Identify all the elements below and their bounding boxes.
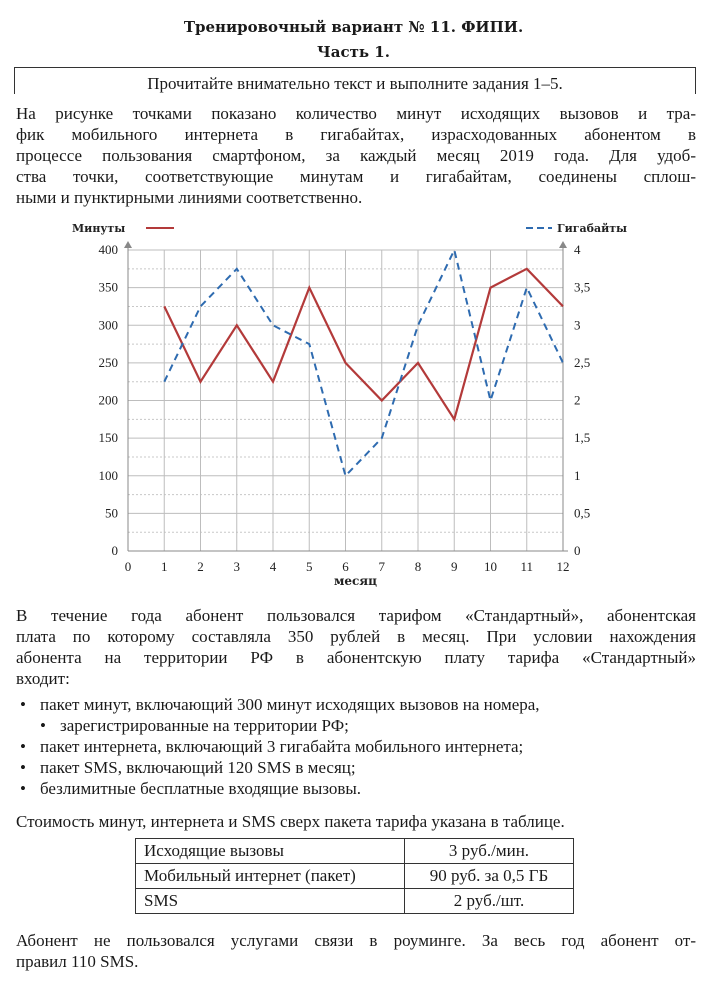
- tariff-line: абонента на территории РФ в абонентскую плату тарифа «Стандартный»: [16, 648, 696, 667]
- x-tick-label: 11: [520, 559, 534, 574]
- bullet-item-continuation: • зарегистрированные на территории РФ;: [60, 715, 349, 736]
- y-left-tick-label: 100: [98, 467, 118, 483]
- x-tick-label: 7: [378, 559, 385, 574]
- legend-label-gigabytes: Гигабайты: [557, 222, 628, 235]
- y-right-tick-label: 2,5: [574, 354, 591, 370]
- bullet-item: • безлимитные бесплатные входящие вызовы.: [40, 778, 361, 799]
- tariff-line: входит:: [16, 669, 70, 688]
- y-left-tick-label: 0: [111, 543, 118, 558]
- service-cell: SMS: [136, 889, 405, 914]
- price-cell: 2 руб./шт.: [405, 889, 574, 914]
- intro-line: ства точки, соответствующие минутам и гигабайтам, соединены сплош-: [16, 167, 696, 186]
- y-right-tick-label: 2: [574, 392, 581, 408]
- y-left-tick-label: 250: [98, 354, 118, 370]
- bullet-item: • пакет SMS, включающий 120 SMS в месяц;: [40, 757, 356, 778]
- bullet-item: • пакет интернета, включающий 3 гигабайта мобильного интернета;: [40, 736, 523, 757]
- tariff-line: плата по которому составляла 350 рублей в месяц. При условии нахождения: [16, 627, 696, 646]
- y-right-tick-label: 1,5: [574, 430, 591, 446]
- service-cell: Мобильный интернет (пакет): [136, 864, 405, 889]
- y-left-tick-label: 50: [105, 505, 118, 521]
- minutes-series-line: [164, 269, 563, 420]
- x-tick-label: 9: [451, 559, 458, 574]
- intro-line: процессе пользования смартфоном, за каждый месяц 2019 года. Для удоб-: [16, 146, 696, 165]
- y-right-tick-label: 4: [574, 242, 581, 257]
- intro-line: На рисунке точками показано количество минут исходящих вызовов и тра-: [16, 104, 696, 123]
- y-left-tick-label: 150: [98, 430, 118, 446]
- table-intro: Стоимость минут, интернета и SMS сверх пакета тарифа указана в таблице.: [16, 812, 565, 831]
- instruction-box: [14, 67, 696, 94]
- price-cell: 3 руб./мин.: [405, 839, 574, 864]
- service-cell: Исходящие вызовы: [136, 839, 405, 864]
- y-left-tick-label: 350: [98, 279, 118, 295]
- y-left-tick-label: 400: [98, 242, 118, 257]
- x-tick-label: 4: [269, 559, 277, 574]
- outro-line: правил 110 SMS.: [16, 952, 139, 971]
- price-cell: 90 руб. за 0,5 ГБ: [405, 864, 574, 889]
- x-tick-label: 12: [556, 559, 570, 574]
- y-right-tick-label: 0,5: [574, 505, 591, 521]
- table-row: [136, 839, 574, 864]
- outro-line: Абонент не пользовался услугами связи в роуминге. За весь год абонент от-: [16, 931, 696, 950]
- fee-table: [135, 838, 574, 914]
- table-row: [136, 889, 574, 914]
- x-tick-label: 2: [197, 559, 204, 574]
- left-axis-arrow-icon: [124, 241, 132, 248]
- y-right-tick-label: 1: [574, 467, 581, 483]
- tariff-line: В течение года абонент пользовался тарифом «Стандартный», абонентская: [16, 606, 696, 625]
- y-left-tick-label: 300: [98, 317, 118, 333]
- x-tick-label: 10: [484, 559, 497, 574]
- table-row: [136, 864, 574, 889]
- y-right-tick-label: 3: [574, 317, 581, 333]
- x-tick-label: 5: [306, 559, 313, 574]
- x-axis-label: месяц: [333, 574, 378, 588]
- y-right-tick-label: 3,5: [574, 279, 591, 295]
- instruction-text: Прочитайте внимательно текст и выполните задания 1–5.: [147, 74, 563, 93]
- x-tick-label: 1: [161, 559, 168, 574]
- x-tick-label: 0: [124, 559, 132, 574]
- legend-label-minutes: Минуты: [72, 222, 126, 235]
- intro-line: ными и пунктирными линиями соответственно.: [16, 188, 363, 207]
- y-right-tick-label: 0: [574, 543, 581, 558]
- intro-line: фик мобильного интернета в гигабайтах, израсходованных абонентом в: [16, 125, 696, 144]
- usage-chart: [0, 216, 707, 594]
- y-left-tick-label: 200: [98, 392, 118, 408]
- part-title: Часть 1.: [317, 43, 390, 61]
- bullet-item: • пакет минут, включающий 300 минут исходящих вызовов на номера,: [40, 694, 540, 715]
- x-tick-label: 8: [414, 559, 422, 574]
- right-axis-arrow-icon: [559, 241, 567, 248]
- x-tick-label: 6: [342, 559, 349, 574]
- page-title: Тренировочный вариант № 11. ФИПИ.: [183, 18, 524, 36]
- x-tick-label: 3: [233, 559, 240, 574]
